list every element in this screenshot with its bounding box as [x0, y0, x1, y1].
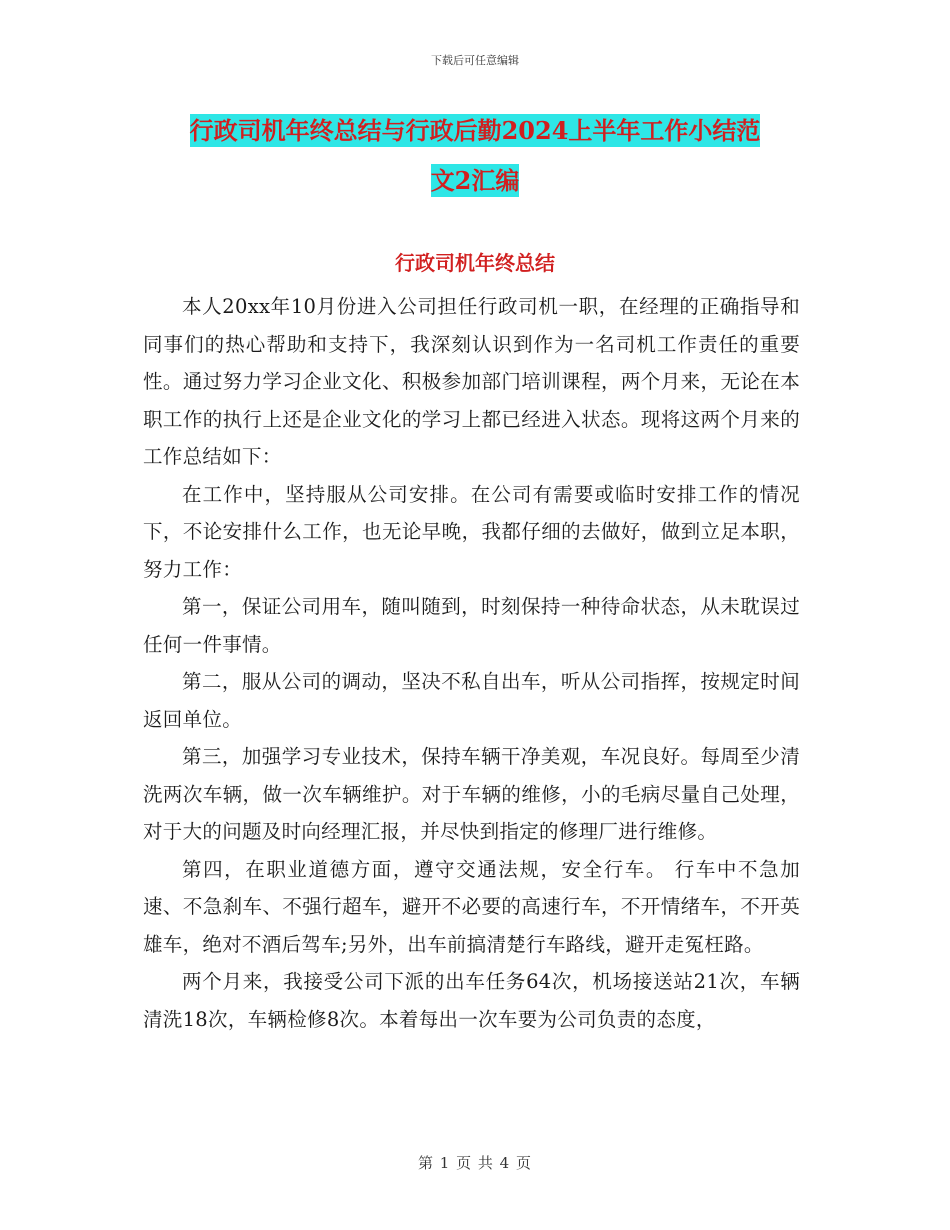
paragraph: 在工作中，坚持服从公司安排。在公司有需要或临时安排工作的情况下，不论安排什么工作，也无论早晚，我都仔细的去做好，做到立足本职，努力工作： [143, 482, 800, 581]
paragraph: 两个月来，我接受公司下派的出车任务64次，机场接送站21次，车辆清洗18次，车辆检修8次。本着每出一次车要为公司负责的态度， [143, 970, 800, 1031]
section-heading: 行政司机年终总结 [395, 251, 555, 275]
body-content [143, 288, 800, 1038]
paragraph: 第二，服从公司的调动，坚决不私自出车，听从公司指挥，按规定时间返回单位。 [143, 670, 800, 731]
paragraph: 第三，加强学习专业技术，保持车辆干净美观，车况良好。每周至少清洗两次车辆，做一次车辆维护。对于车辆的维修，小的毛病尽量自己处理，对于大的问题及时向经理汇报，并尽快到指定的修理厂进行维修。 [143, 745, 800, 843]
document-title-line-1: 行政司机年终总结与行政后勤2024上半年工作小结范 [189, 116, 761, 145]
page-footer-number: 第 1 页 共 4 页 [418, 1154, 532, 1172]
paragraph: 第一，保证公司用车，随叫随到，时刻保持一种待命状态，从未耽误过任何一件事情。 [143, 595, 800, 656]
document-title [130, 106, 820, 206]
document-title-line-2: 文2汇编 [430, 166, 520, 195]
paragraph: 本人20xx年10月份进入公司担任行政司机一职，在经理的正确指导和同事们的热心帮助和支持下，我深刻认识到作为一名司机工作责任的重要性。通过努力学习企业文化、积极参加部门培训课程，两个月来，无论在本职工作的执行上还是企业文化的学习上都已经进入状态。现将这两个月来的工作总结如下： [143, 295, 800, 468]
page-header-note: 下载后可任意编辑 [431, 54, 519, 67]
paragraph: 第四，在职业道德方面，遵守交通法规，安全行车。 行车中不急加速、不急刹车、不强行超车，避开不必要的高速行车，不开情绪车，不开英雄车，绝对不酒后驾车;另外，出车前搞清楚行车路线，避开走冤枉路。 [143, 857, 800, 956]
